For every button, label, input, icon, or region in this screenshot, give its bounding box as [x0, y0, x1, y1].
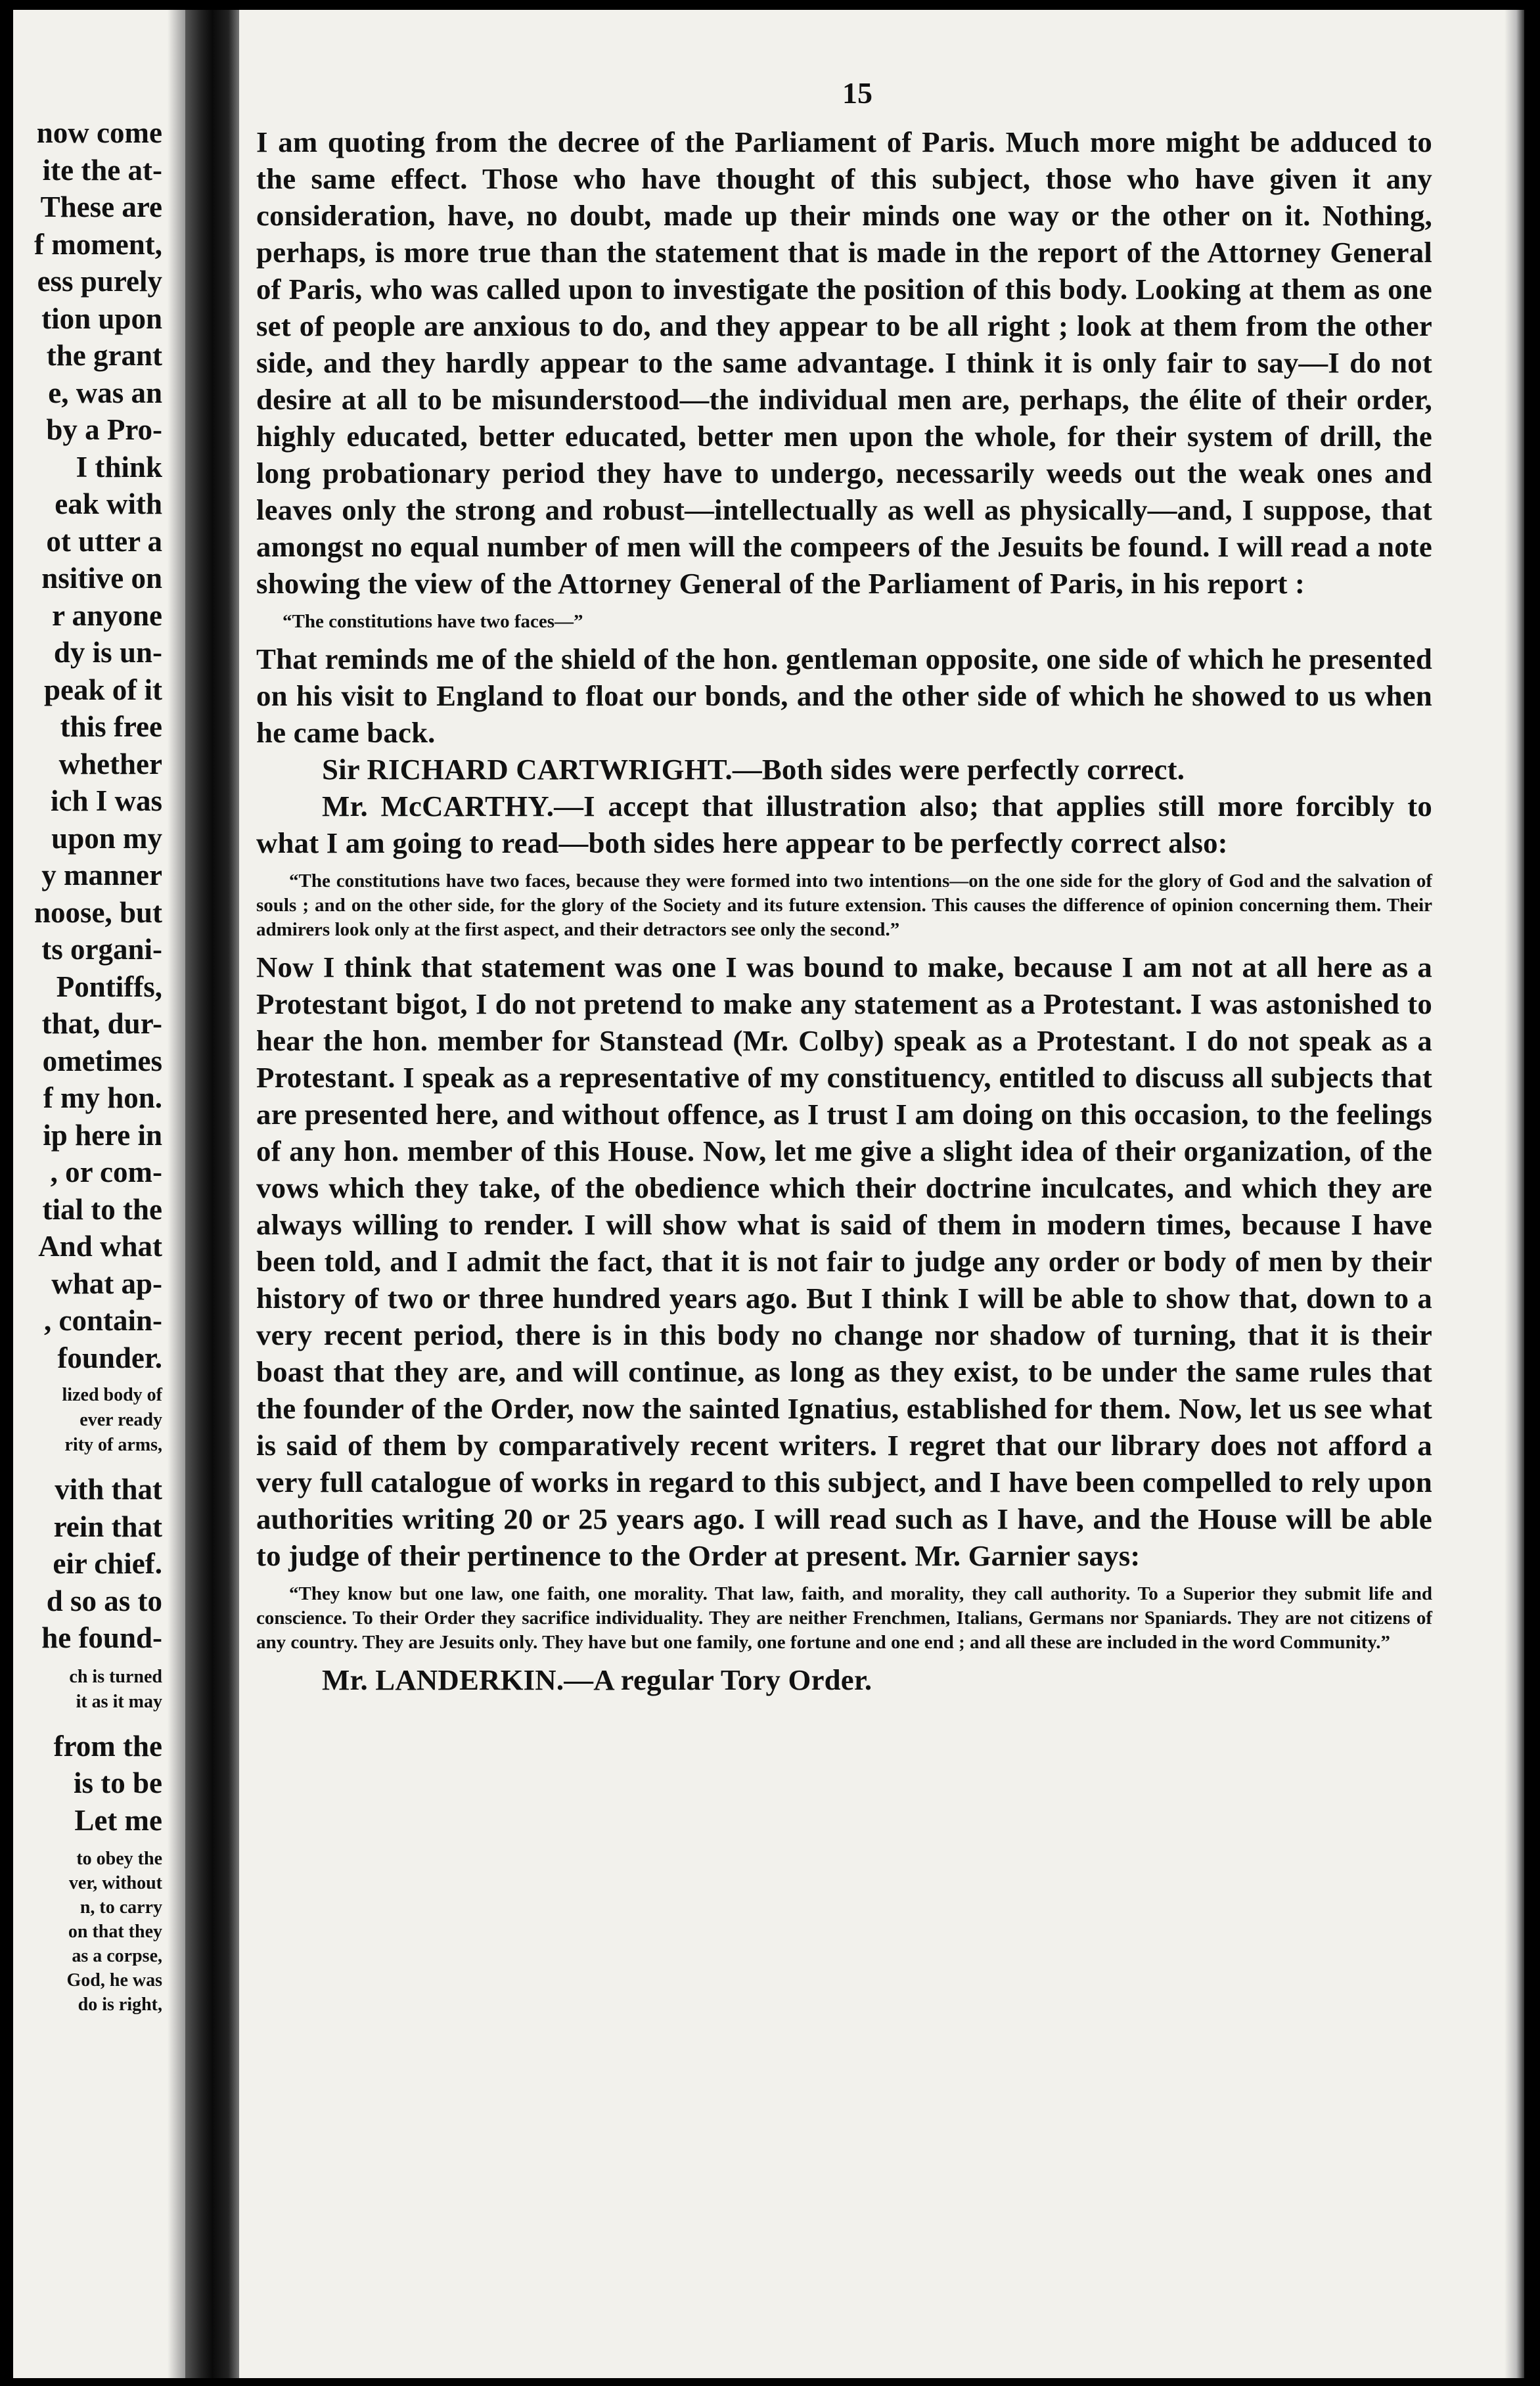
left-fragment-line: I think	[76, 450, 162, 484]
quote-two-faces: “The constitutions have two faces—”	[283, 611, 583, 632]
left-fragment-line: Let me	[74, 1803, 162, 1837]
left-fragment-line: to obey the	[76, 1849, 162, 1869]
left-fragment-line: it as it may	[76, 1691, 162, 1712]
book-gutter	[185, 10, 239, 2378]
left-fragment-line: f my hon.	[43, 1081, 162, 1114]
left-fragment-line: e, was an	[48, 376, 162, 409]
left-fragment-line: dy is un-	[53, 636, 162, 669]
left-fragment-line: f moment,	[34, 227, 162, 261]
paragraph-mccarthy: Mr. McCARTHY.—I accept that illustration also; that applies still more forcibly to what I am going to read—both sides here appear to be perfectly correct also:	[256, 790, 1432, 859]
left-fragment-line: is to be	[74, 1767, 162, 1799]
left-fragment-line: the grant	[46, 339, 162, 372]
left-fragment-line: on that they	[68, 1922, 162, 1942]
left-fragment-line: And what	[38, 1230, 162, 1263]
paragraph-landerkin: Mr. LANDERKIN.—A regular Tory Order.	[322, 1663, 872, 1696]
left-page-fragment	[13, 115, 168, 2283]
left-fragment-line: tion upon	[41, 302, 162, 335]
paragraph-protestant: Now I think that statement was one I was bound to make, because I am not at all here as a Protestant bigot, I do not pretend to make any statement as a Protestant. I was astonished to hear the hon. member for Stanstead (Mr. Colby) speak as a Protestant. I do not speak as a Protestant. I speak as a representative of my constituency, entitled to discuss all subjects that are presented here, and without offence, as I trust I am doing on this occasion, to the feelings of any hon. member of this House. Now, let me give a slight idea of their organization, of the vows which they take, of the obedience which their doctrine inculcates, and which they are always willing to render. I will show what is said of them in modern times, because I have been told, and I admit the fact, that it is not fair to judge any order or body of men by their history of two or three hundred years ago. But I think I will be able to show that, down to a very recent period, there is in this body no change nor shadow of turning, that it is their boast that they are, and will continue, as long as they exist, to be under the same rules that the founder of the Order, now the sainted Ignatius, established for them. Now, let us see what is said of them by comparatively recent writers. I regret that our library does not afford a very full catalogue of works in regard to this subject, and I have been compelled to rely upon authorities writing 20 or 25 years ago. I will read such as I have, and the House will be able to judge of their pertinence to the Order at present. Mr. Garnier says:	[256, 951, 1432, 1572]
left-fragment-line: founder.	[57, 1341, 162, 1374]
left-fragment-line: ever ready	[79, 1410, 162, 1430]
left-fragment-line: y manner	[41, 859, 162, 891]
left-fragment-line: ot utter a	[46, 524, 162, 558]
left-fragment-line: by a Pro-	[46, 413, 162, 446]
quote-garnier: “They know but one law, one faith, one morality. That law, faith, and morality, they call authority. To a Superior they submit life and conscience. To their Order they sacrifice individuality. They are neither Frenchmen, Italians, Germans nor Spaniards. They are not citizens of any country. They are Jesuits only. They have but one family, one fortune and one end ; and all these are included in the word Community.”	[256, 1583, 1432, 1653]
page-body	[256, 76, 1432, 1698]
left-fragment-line: upon my	[51, 821, 162, 855]
left-fragment-line: now come	[36, 116, 162, 149]
left-fragment-line: ess purely	[37, 265, 162, 298]
left-fragment-line: God, he was	[66, 1970, 162, 1991]
left-fragment-line: ich I was	[50, 784, 162, 817]
paragraph-cartwright: Sir RICHARD CARTWRIGHT.—Both sides were perfectly correct.	[322, 753, 1185, 786]
paragraph-decree: I am quoting from the decree of the Parliament of Paris. Much more might be adduced to the same effect. Those who have thought of this subject, those who have given it any consideration, have, no doubt, made up their minds one way or the other on it. Nothing, perhaps, is more true than the statement that is made in the report of the Attorney General of Paris, who was called upon to investigate the position of this body. Looking at them as one set of people are anxious to do, and they appear to be all right ; look at them from the other side, and they hardly appear to the same advantage. I think it is only fair to say—I do not desire at all to be misunderstood—the individual men are, perhaps, the élite of their order, highly educated, better educated, better men upon the whole, for their system of drill, the long probationary period they have to undergo, necessarily weeds out the weak ones and leaves only the strong and robust—intellectually as well as physically—and, I suppose, that amongst no equal number of men will the compeers of the Jesuits be found. I will read a note showing the view of the Attorney General of the Parliament of Paris, in his report :	[256, 125, 1432, 600]
left-fragment-line: as a corpse,	[72, 1946, 162, 1966]
left-fragment-line: lized body of	[62, 1385, 162, 1405]
left-fragment-line: ch is turned	[69, 1666, 162, 1687]
left-fragment-line: , or com-	[50, 1156, 162, 1188]
left-fragment-line: this free	[60, 710, 162, 743]
page-edge	[1505, 10, 1524, 2378]
left-fragment-line: do is right,	[78, 1994, 162, 2015]
left-fragment-line: from the	[53, 1729, 162, 1763]
gutter-shadow	[168, 10, 185, 2378]
left-fragment-line: what ap-	[51, 1267, 162, 1300]
left-fragment-line: vith that	[55, 1473, 162, 1506]
left-fragment-line: nsitive on	[41, 562, 162, 595]
paragraph-shield: That reminds me of the shield of the hon. gentleman opposite, one side of which he presented on his visit to England to float our bonds, and the other side of which he showed to us when he came back.	[256, 642, 1432, 749]
left-fragment-line: These are	[40, 191, 162, 223]
page-number: 15	[842, 76, 872, 110]
left-fragment-line: noose, but	[34, 895, 162, 929]
left-fragment-line: tial to the	[42, 1192, 162, 1226]
left-fragment-line: he found-	[41, 1621, 162, 1654]
left-fragment-line: rein that	[53, 1510, 162, 1543]
quote-constitutions: “The constitutions have two faces, because they were formed into two intentions—on the one side for the glory of God and the salvation of souls ; and on the other side, for the glory of the Society and its future extension. This causes the difference of opinion concerning them. Their admirers look only at the first aspect, and their detractors see only the second.”	[256, 870, 1432, 940]
left-fragment-line: rity of arms,	[64, 1435, 162, 1455]
left-fragment-line: whether	[58, 747, 162, 780]
left-fragment-line: ometimes	[42, 1044, 162, 1077]
left-fragment-line: , contain-	[44, 1304, 162, 1337]
left-fragment-line: ts organi-	[41, 933, 162, 966]
left-fragment-line: eir chief.	[53, 1547, 162, 1580]
left-fragment-line: ip here in	[43, 1118, 162, 1152]
scanned-page	[13, 10, 1524, 2378]
left-fragment-line: r anyone	[52, 598, 162, 632]
left-fragment-line: that, dur-	[41, 1007, 162, 1040]
left-fragment-line: ver, without	[68, 1873, 162, 1893]
left-fragment-line: ite the at-	[42, 153, 162, 187]
left-fragment-line: eak with	[55, 487, 162, 520]
left-fragment-line: n, to carry	[79, 1897, 162, 1918]
left-fragment-line: Pontiffs,	[56, 970, 162, 1003]
left-fragment-line: peak of it	[44, 673, 162, 706]
left-fragment-line: d so as to	[46, 1584, 162, 1617]
